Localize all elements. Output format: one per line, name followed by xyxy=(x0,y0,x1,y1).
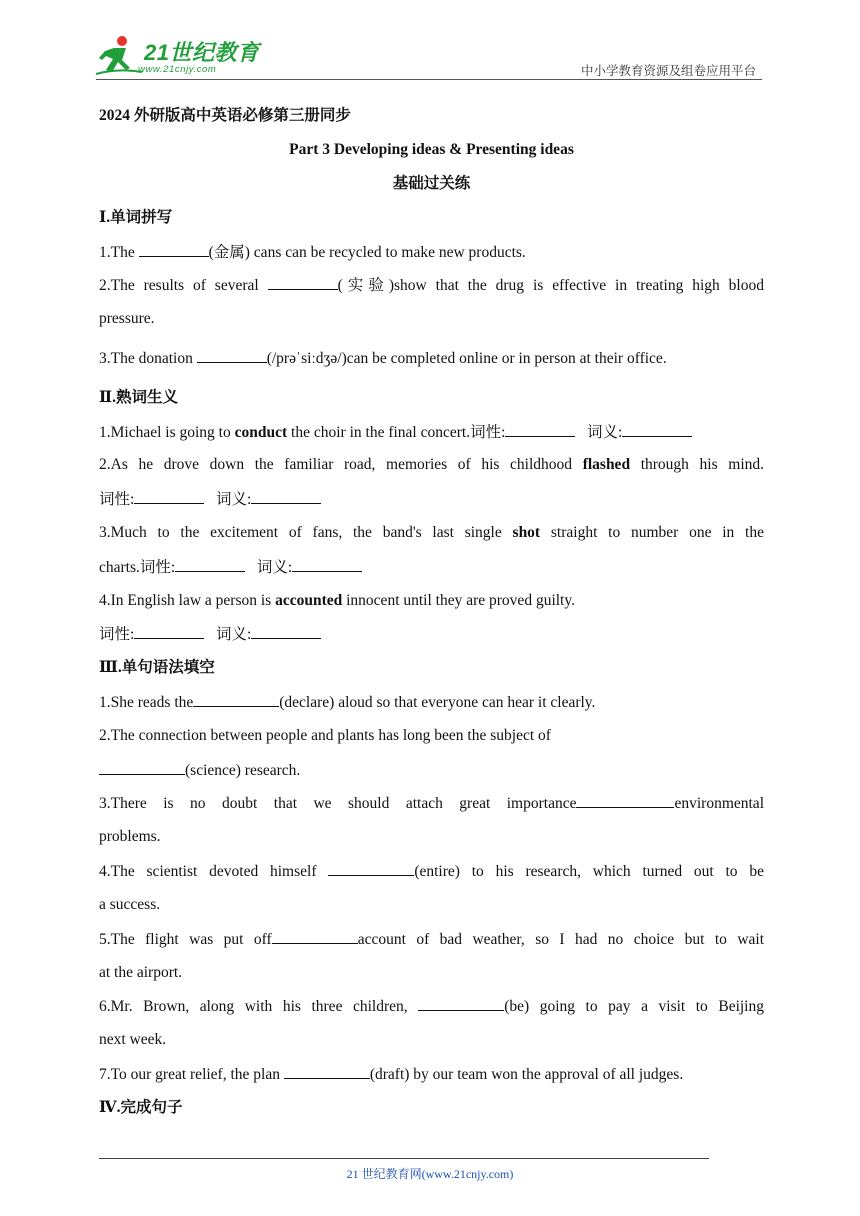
question-text: straight to number one in the xyxy=(540,524,764,541)
answer-blank[interactable] xyxy=(284,1064,370,1079)
pos-label: 词性: xyxy=(470,424,506,441)
part-title: Part 3 Developing ideas & Presenting ideas xyxy=(289,141,574,158)
meaning-label: 词义: xyxy=(215,626,252,643)
pos-blank[interactable] xyxy=(175,557,245,572)
question-text: 1.She reads the xyxy=(99,694,194,711)
question-3-2-cont xyxy=(99,760,764,781)
logo-url-text: www.21cnjy.com xyxy=(138,64,217,75)
question-1-3 xyxy=(99,348,764,369)
answer-blank[interactable] xyxy=(268,275,338,290)
question-2-3 xyxy=(99,523,764,543)
question-text: (金属) cans can be recycled to make new products. xyxy=(208,244,526,261)
platform-name: 中小学教育资源及组卷应用平台 xyxy=(580,64,756,78)
question-3-6-cont: next week. xyxy=(99,1031,167,1048)
answer-blank[interactable] xyxy=(272,929,358,944)
question-3-2: 2.The connection between people and plants has long been the subject of xyxy=(99,727,551,744)
pos-blank[interactable] xyxy=(134,624,204,639)
pos-label: 词性: xyxy=(99,491,135,508)
question-text: 5.The flight was put off xyxy=(99,931,272,948)
question-3-4 xyxy=(99,861,764,882)
answer-blank[interactable] xyxy=(197,348,267,363)
meaning-blank[interactable] xyxy=(251,489,321,504)
question-text: 4.The scientist devoted himself xyxy=(99,863,329,880)
question-text: innocent until they are proved guilty. xyxy=(342,592,575,609)
question-text: (/prəˈsiːdʒə/)can be completed online or in person at their office. xyxy=(266,350,667,367)
question-text: 3.Much to the excitement of fans, the band's last single xyxy=(99,524,513,541)
footer-divider xyxy=(99,1158,709,1159)
question-1-1 xyxy=(99,242,764,263)
question-text: (entire) to his research, which turned out to be xyxy=(414,863,764,880)
question-text: the choir in the final concert. xyxy=(287,424,471,441)
section-heading-4: Ⅳ.完成句子 xyxy=(99,1099,183,1116)
pos-label: 词性: xyxy=(99,626,135,643)
question-2-4-answers xyxy=(99,624,764,645)
meaning-blank[interactable] xyxy=(251,624,321,639)
question-text: (draft) by our team won the approval of all judges. xyxy=(369,1066,684,1083)
question-2-3-answers xyxy=(99,557,764,578)
question-text: 2.As he drove down the familiar road, memories of his childhood xyxy=(99,456,583,473)
question-text: environmental xyxy=(674,795,764,812)
answer-blank[interactable] xyxy=(139,242,209,257)
section-heading-2: Ⅱ.熟词生义 xyxy=(99,389,178,406)
doc-subtitle: 基础过关练 xyxy=(392,175,471,192)
question-text: 1.Michael is going to xyxy=(99,424,235,441)
question-1-2 xyxy=(99,275,764,296)
question-text: 2.The results of several xyxy=(99,277,268,294)
target-word: shot xyxy=(512,524,541,541)
section-heading-1: Ⅰ.单词拼写 xyxy=(99,209,173,226)
question-3-7 xyxy=(99,1064,764,1085)
question-2-4 xyxy=(99,591,764,611)
meaning-label: 词义: xyxy=(215,491,252,508)
question-text: 3.The donation xyxy=(99,350,197,367)
header-divider xyxy=(96,79,762,80)
question-1-2-cont: pressure. xyxy=(99,310,155,327)
pos-blank[interactable] xyxy=(134,489,204,504)
question-3-6 xyxy=(99,996,764,1017)
question-3-4-cont: a success. xyxy=(99,896,161,913)
question-text: account of bad weather, so I had no choice but to wait xyxy=(357,931,765,948)
question-text: 3.There is no doubt that we should attach great importance xyxy=(99,795,577,812)
meaning-blank[interactable] xyxy=(622,422,692,437)
pos-label: 词性: xyxy=(139,559,176,576)
answer-blank[interactable] xyxy=(328,861,414,876)
target-word: accounted xyxy=(275,592,343,609)
logo-brand-text: 21世纪教育 xyxy=(144,40,260,65)
question-text: 7.To our great relief, the plan xyxy=(99,1066,284,1083)
question-3-5-cont: at the airport. xyxy=(99,964,183,981)
meaning-label: 词义: xyxy=(256,559,293,576)
question-2-1 xyxy=(99,422,764,443)
question-text: 1.The xyxy=(99,244,139,261)
question-2-2 xyxy=(99,455,764,475)
runner-icon xyxy=(92,34,144,78)
question-text: charts. xyxy=(99,559,140,576)
answer-blank[interactable] xyxy=(418,996,504,1011)
target-word: conduct xyxy=(234,424,288,441)
question-text: (实验)show that the drug is effective in treating high blood xyxy=(337,277,764,294)
question-3-3 xyxy=(99,793,764,814)
question-text: (declare) aloud so that everyone can hear it clearly. xyxy=(279,694,596,711)
footer-link[interactable]: 21 世纪教育网(www.21cnjy.com) xyxy=(346,1167,514,1181)
pos-blank[interactable] xyxy=(505,422,575,437)
question-text: through his mind. xyxy=(630,456,764,473)
question-3-1 xyxy=(99,692,764,713)
site-logo[interactable] xyxy=(92,34,262,80)
question-3-3-cont: problems. xyxy=(99,828,161,845)
page-header xyxy=(0,0,860,86)
question-text: (be) going to pay a visit to Beijing xyxy=(504,998,764,1015)
question-text: 4.In English law a person is xyxy=(99,592,276,609)
question-3-5 xyxy=(99,929,764,950)
doc-title: 2024 外研版高中英语必修第三册同步 xyxy=(99,107,351,124)
question-2-2-answers xyxy=(99,489,764,510)
meaning-label: 词义: xyxy=(587,424,623,441)
answer-blank[interactable] xyxy=(193,692,279,707)
question-text: (science) research. xyxy=(185,762,301,779)
meaning-blank[interactable] xyxy=(292,557,362,572)
target-word: flashed xyxy=(582,456,631,473)
answer-blank[interactable] xyxy=(576,793,674,808)
section-heading-3: Ⅲ.单句语法填空 xyxy=(99,659,215,676)
question-text: 6.Mr. Brown, along with his three children, xyxy=(99,998,419,1015)
answer-blank[interactable] xyxy=(99,760,185,775)
